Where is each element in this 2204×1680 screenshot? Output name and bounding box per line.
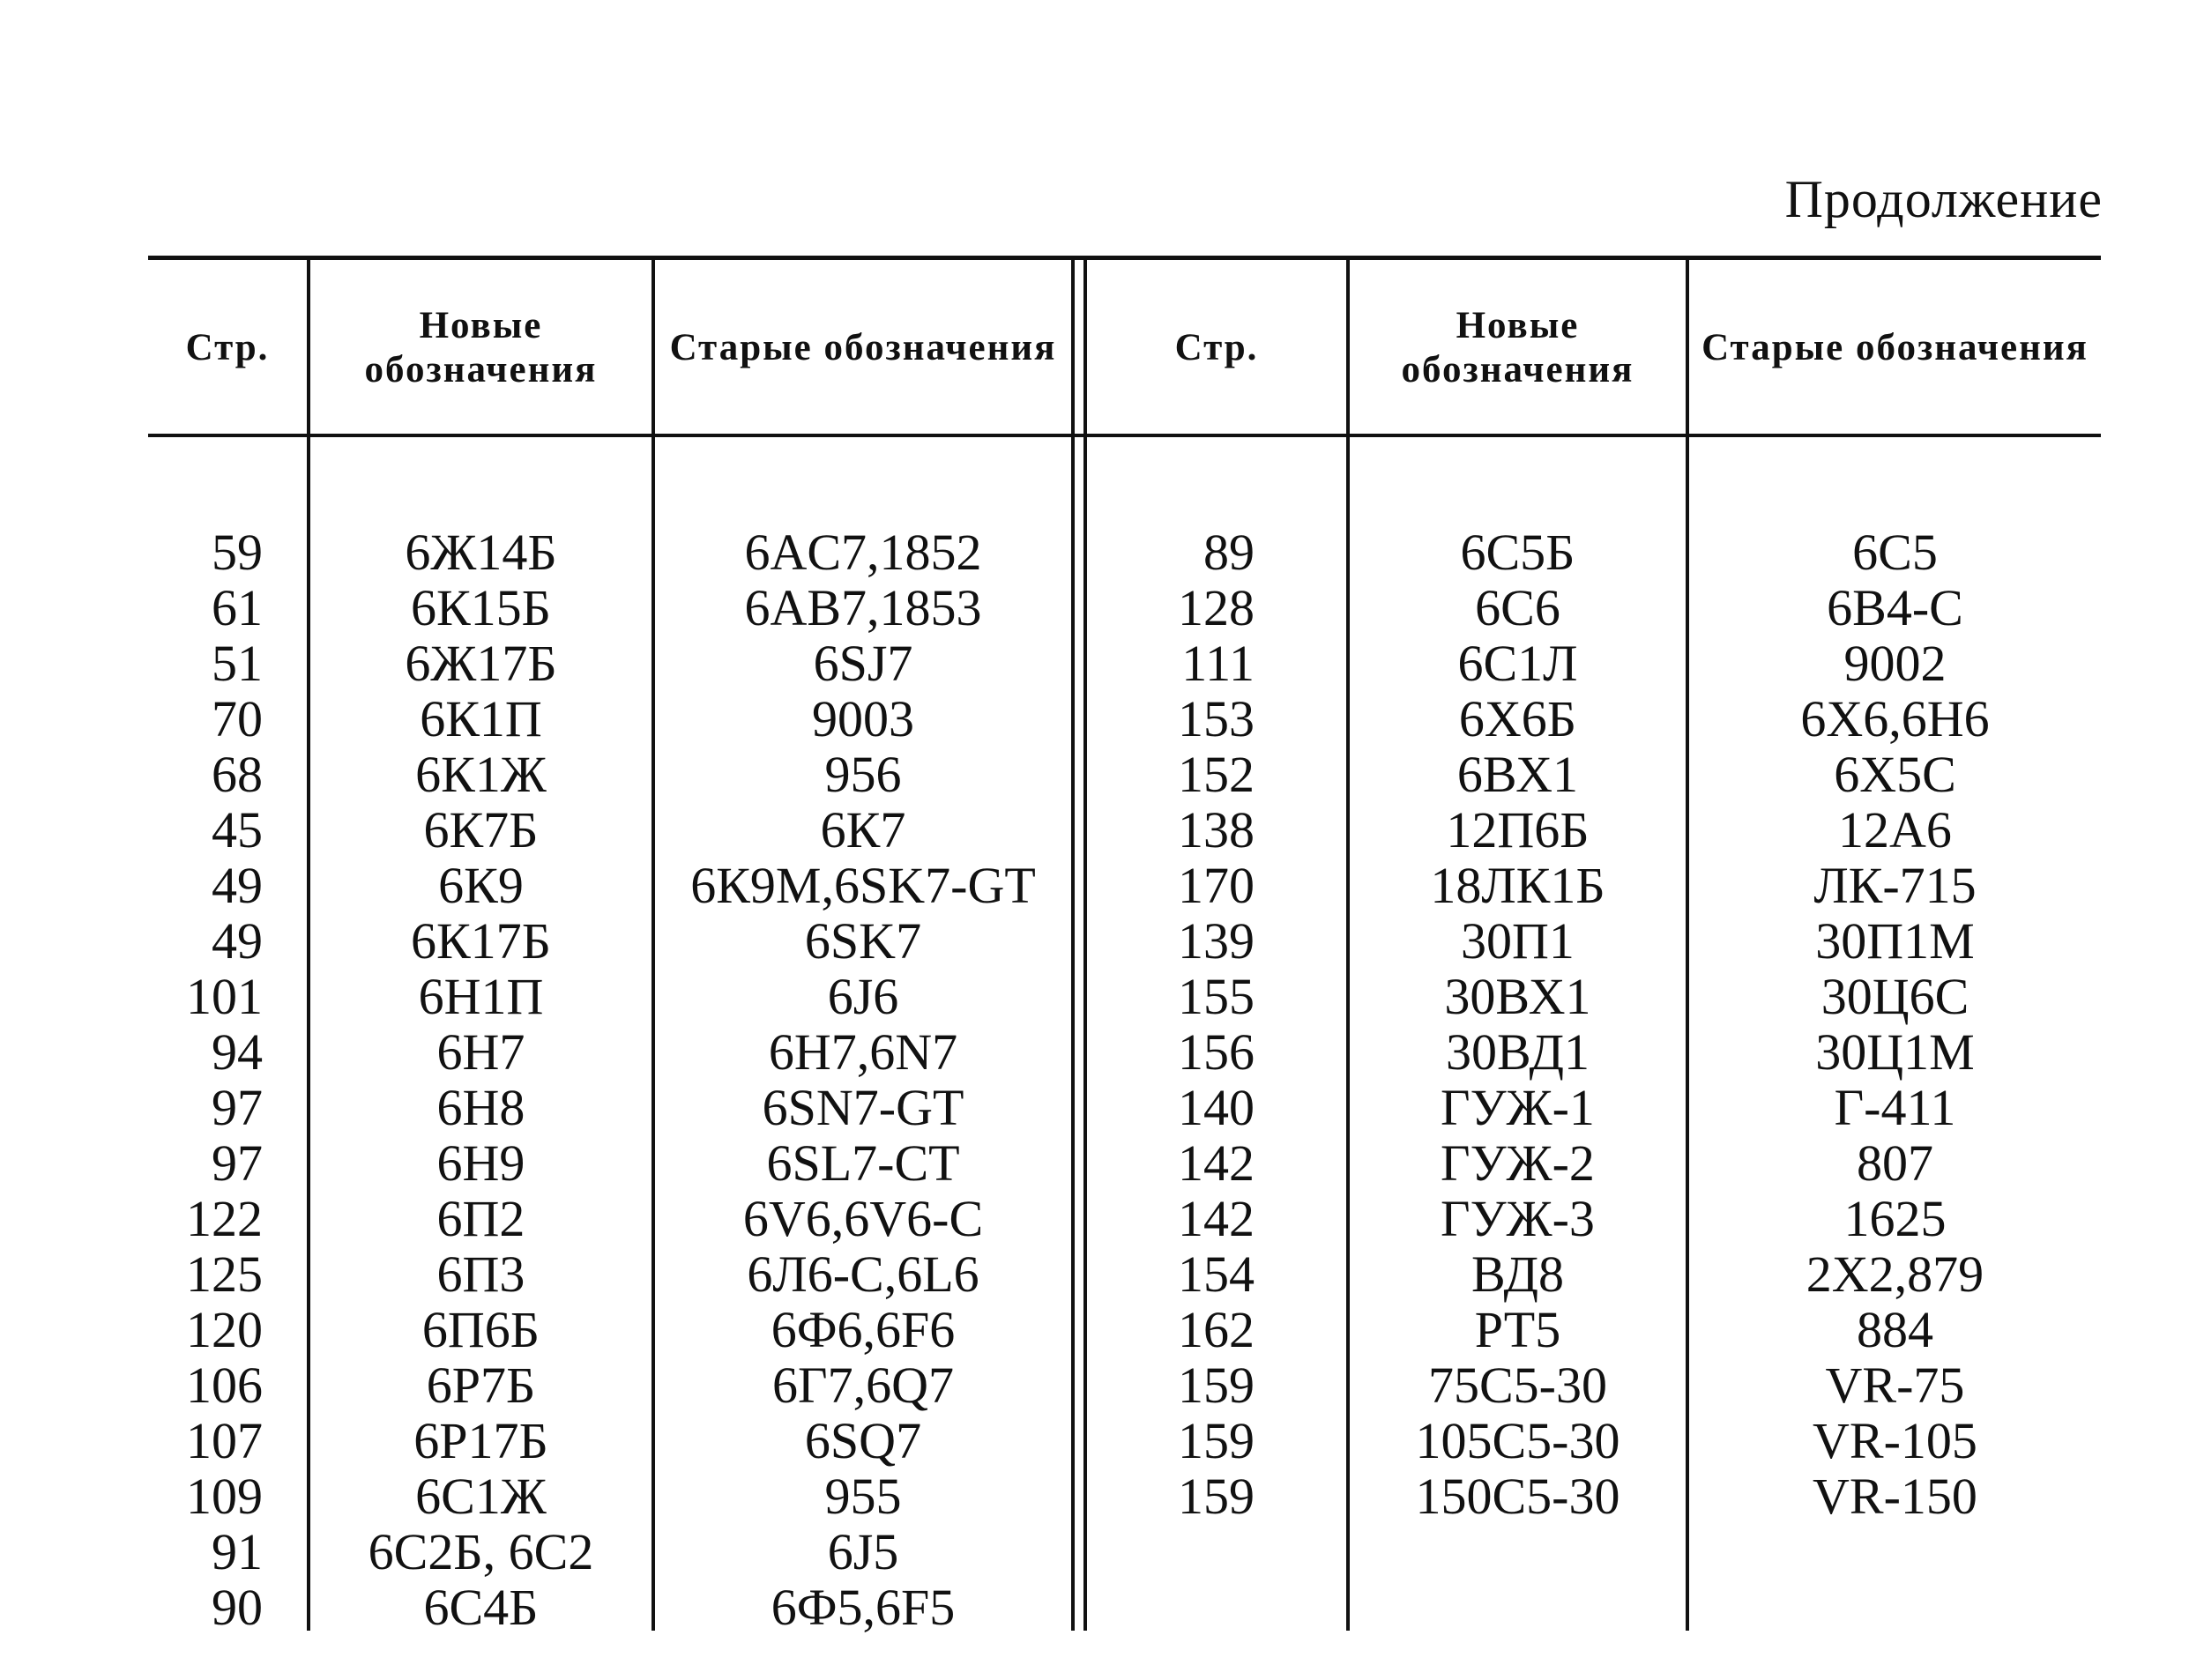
page-number-cell: 45 [212, 801, 263, 859]
new-designation-cell: 6П6Б [421, 1301, 540, 1358]
old-designation-cell: 955 [824, 1468, 902, 1525]
old-designation-cell: 12А6 [1838, 801, 1952, 859]
page-number-cell: 156 [1178, 1023, 1255, 1081]
page-number-cell: 68 [212, 746, 263, 803]
new-designation-cell: 6Н8 [436, 1079, 525, 1136]
old-designation-cell: VR-150 [1813, 1468, 1977, 1525]
old-designation-cell: 6Х6,6Н6 [1800, 690, 1990, 747]
old-designation-cell: Г-411 [1834, 1079, 1956, 1136]
page-number-cell: 49 [212, 857, 263, 914]
old-designation-cell: 6Ф5,6F5 [771, 1579, 956, 1636]
old-designation-cell: 6Н7,6N7 [768, 1023, 958, 1081]
old-designation-cell: 6Ф6,6F6 [771, 1301, 956, 1358]
new-designation-cell: 6С5Б [1460, 524, 1575, 581]
new-designation-cell: РТ5 [1474, 1301, 1561, 1358]
old-designation-cell: 6С5 [1852, 524, 1938, 581]
new-designation-cell: 30П1 [1461, 912, 1575, 970]
table-header-rule [148, 434, 2101, 437]
page-number-cell: 49 [212, 912, 263, 970]
header-page: Стр. [1174, 327, 1259, 368]
page-number-cell: 94 [212, 1023, 263, 1081]
page-number-cell: 140 [1178, 1079, 1255, 1136]
old-designation-cell: ЛК-715 [1813, 857, 1977, 914]
page-number-cell: 59 [212, 524, 263, 581]
page-number-cell: 152 [1178, 746, 1255, 803]
new-designation-cell: 30ВХ1 [1444, 968, 1591, 1025]
new-designation-cell: 6К7Б [423, 801, 539, 859]
continuation-label: Продолжение [1784, 170, 2103, 228]
old-designation-cell: 6В4-С [1827, 579, 1963, 636]
new-designation-cell: 6К1П [420, 690, 542, 747]
page-number-cell: 159 [1178, 1412, 1255, 1469]
page-number-cell: 159 [1178, 1468, 1255, 1525]
old-designation-cell: VR-105 [1813, 1412, 1977, 1469]
page-number-cell: 107 [186, 1412, 263, 1469]
page-number-cell: 155 [1178, 968, 1255, 1025]
header-old-designations: Старые обозначения [669, 327, 1057, 368]
page-number-cell: 97 [212, 1134, 263, 1192]
old-designation-cell: 807 [1857, 1134, 1933, 1192]
old-designation-cell: 6К9М,6SK7-GT [690, 857, 1036, 914]
new-designation-cell: 12П6Б [1446, 801, 1590, 859]
new-designation-cell: 6К1Ж [415, 746, 547, 803]
header-page: Стр. [185, 327, 270, 368]
new-designation-cell: ГУЖ-3 [1441, 1190, 1595, 1247]
page-number-cell: 122 [186, 1190, 263, 1247]
old-designation-cell: 6SJ7 [813, 635, 913, 692]
new-designation-cell: 6С1Л [1457, 635, 1578, 692]
new-designation-cell: 6Р7Б [426, 1357, 536, 1414]
old-designation-cell: 6V6,6V6-C [742, 1190, 984, 1247]
old-designation-cell: 6SQ7 [804, 1412, 922, 1469]
old-designation-cell: 6AB7,1853 [744, 579, 982, 636]
page-number-cell: 153 [1178, 690, 1255, 747]
new-designation-cell: 6К17Б [411, 912, 551, 970]
page-number-cell: 109 [186, 1468, 263, 1525]
page-number-cell: 91 [212, 1523, 263, 1580]
new-designation-cell: 6Н7 [436, 1023, 525, 1081]
old-designation-cell: 30Ц1М [1815, 1023, 1975, 1081]
page-number-cell: 97 [212, 1079, 263, 1136]
old-designation-cell: 30Ц6С [1821, 968, 1969, 1025]
old-designation-cell: 956 [824, 746, 902, 803]
old-designation-cell: 30П1М [1815, 912, 1975, 970]
page-number-cell: 106 [186, 1357, 263, 1414]
header-new-designations: Новые обозначения [1401, 305, 1634, 390]
new-designation-cell: 6П3 [436, 1245, 525, 1303]
new-designation-cell: 6Н1П [418, 968, 544, 1025]
new-designation-cell: 6С2Б, 6С2 [368, 1523, 594, 1580]
header-new-designations: Новые обозначения [364, 305, 598, 390]
old-designation-cell: VR-75 [1825, 1357, 1965, 1414]
old-designation-cell: 6J6 [827, 968, 899, 1025]
page-number-cell: 142 [1178, 1190, 1255, 1247]
new-designation-cell: 105С5-30 [1415, 1412, 1620, 1469]
new-designation-cell: 6К9 [438, 857, 524, 914]
new-designation-cell: 6Р17Б [413, 1412, 548, 1469]
table-top-rule [148, 256, 2101, 260]
old-designation-cell: 6Л6-С,6L6 [747, 1245, 979, 1303]
new-designation-cell: 6ВХ1 [1456, 746, 1579, 803]
new-designation-cell: 6П2 [436, 1190, 525, 1247]
page-number-cell: 90 [212, 1579, 263, 1636]
old-designation-cell: 6К7 [820, 801, 906, 859]
center-double-divider [1071, 260, 1075, 1631]
new-designation-cell: 6С1Ж [415, 1468, 547, 1525]
old-designation-cell: 6Г7,6Q7 [772, 1357, 954, 1414]
page-number-cell: 89 [1203, 524, 1255, 581]
new-designation-cell: ГУЖ-2 [1441, 1134, 1595, 1192]
page-number-cell: 128 [1178, 579, 1255, 636]
old-designation-cell: 2Х2,879 [1806, 1245, 1984, 1303]
page-number-cell: 170 [1178, 857, 1255, 914]
page-number-cell: 70 [212, 690, 263, 747]
page-number-cell: 51 [212, 635, 263, 692]
new-designation-cell: 6Ж14Б [405, 524, 557, 581]
new-designation-cell: 6С4Б [423, 1579, 539, 1636]
old-designation-cell: 6SL7-CT [766, 1134, 960, 1192]
new-designation-cell: 75С5-30 [1428, 1357, 1607, 1414]
new-designation-cell: 6Н9 [436, 1134, 525, 1192]
page-number-cell: 138 [1178, 801, 1255, 859]
page-number-cell: 125 [186, 1245, 263, 1303]
page-number-cell: 142 [1178, 1134, 1255, 1192]
right-new-column [1350, 524, 1686, 1524]
left-old-column [655, 524, 1071, 1635]
new-designation-cell: 6Ж17Б [405, 635, 557, 692]
page-number-cell: 162 [1178, 1301, 1255, 1358]
old-designation-cell: 6J5 [827, 1523, 899, 1580]
page-number-cell: 159 [1178, 1357, 1255, 1414]
page-number-cell: 154 [1178, 1245, 1255, 1303]
new-designation-cell: 150С5-30 [1415, 1468, 1620, 1525]
old-designation-cell: 9003 [812, 690, 914, 747]
header-old-designations: Старые обозначения [1701, 327, 2089, 368]
old-designation-cell: 6SN7-GT [762, 1079, 964, 1136]
old-designation-cell: 9002 [1843, 635, 1947, 692]
old-designation-cell: 6AC7,1852 [744, 524, 982, 581]
right-page-column [1087, 524, 1255, 1524]
new-designation-cell: 6К15Б [411, 579, 551, 636]
new-designation-cell: ВД8 [1471, 1245, 1565, 1303]
new-designation-cell: ГУЖ-1 [1441, 1079, 1595, 1136]
page-number-cell: 120 [186, 1301, 263, 1358]
left-page-column [148, 524, 263, 1635]
right-old-column [1689, 524, 2101, 1524]
page-number-cell: 61 [212, 579, 263, 636]
page-number-cell: 139 [1178, 912, 1255, 970]
left-new-column [310, 524, 652, 1635]
old-designation-cell: 6SK7 [804, 912, 922, 970]
old-designation-cell: 1625 [1843, 1190, 1947, 1247]
old-designation-cell: 6Х5С [1834, 746, 1956, 803]
new-designation-cell: 6С6 [1475, 579, 1560, 636]
new-designation-cell: 18ЛК1Б [1430, 857, 1605, 914]
old-designation-cell: 884 [1857, 1301, 1933, 1358]
new-designation-cell: 30ВД1 [1445, 1023, 1590, 1081]
page-number-cell: 101 [186, 968, 263, 1025]
page-number-cell: 111 [1181, 635, 1255, 692]
new-designation-cell: 6Х6Б [1458, 690, 1577, 747]
